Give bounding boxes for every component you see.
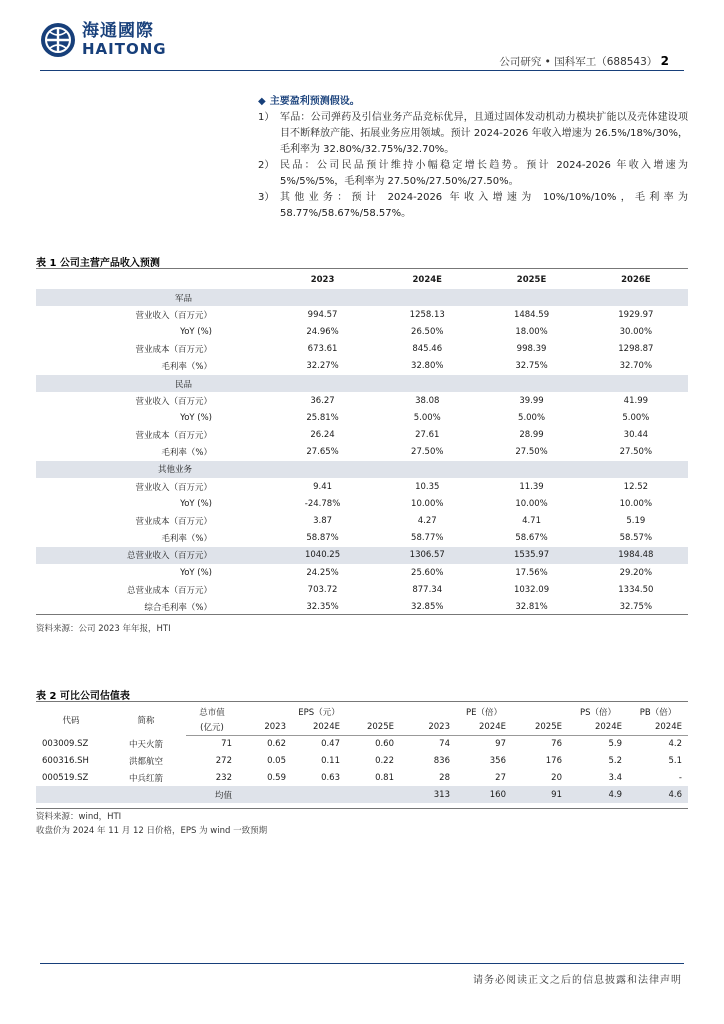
value-cell: 1929.97 [618, 309, 654, 320]
value-cell: 32.81% [515, 601, 548, 612]
row-label: 营业收入（百万元） [135, 482, 212, 493]
value-cell: 58.87% [306, 533, 339, 544]
year-label: 2024E [456, 720, 512, 735]
value-cell: 58.57% [619, 533, 653, 544]
value-cell: 4.27 [417, 516, 437, 527]
empty-cell [270, 375, 375, 392]
value-cell: 38.08 [415, 395, 440, 406]
breadcrumb-text: 公司研究 • 国科军工（688543） [499, 56, 658, 68]
value-cell: 176 [545, 755, 562, 766]
section-label: 军品 [36, 289, 270, 306]
footer-disclaimer: 请务必阅读正文之后的信息披露和法律声明 [473, 975, 682, 986]
revenue-forecast-table [36, 271, 688, 616]
table-row [36, 392, 688, 409]
table-row [36, 478, 688, 495]
value-cell: 58.67% [515, 533, 548, 544]
value-cell: 97 [495, 738, 506, 749]
logo-chinese-name: 海通國際 [82, 21, 154, 41]
year-label: 2024E [568, 720, 628, 735]
row-label: YoY (%) [180, 498, 212, 509]
value-cell: 1298.87 [618, 344, 654, 355]
value-cell: 25.81% [306, 412, 339, 423]
profit-assumptions [258, 94, 688, 222]
assumptions-title: ◆ 主要盈利预测假设。 [258, 96, 360, 107]
assumption-item: 3） 其他业务：预计 2024-2026 年收入增速为 10%/10%/10%，毛利率为 58.77%/58.67%/58.57%。 [258, 192, 688, 219]
page-number: 2 [660, 54, 669, 68]
value-cell: - [678, 772, 682, 783]
table1-top-rule [36, 268, 688, 269]
value-cell: 0.81 [375, 772, 394, 783]
table2-header-row [36, 704, 688, 720]
value-cell: 1535.97 [479, 547, 583, 564]
footer-divider [40, 963, 684, 964]
empty-cell [36, 786, 106, 803]
empty-cell [584, 375, 688, 392]
bullet-icon: ◆ [258, 96, 266, 107]
empty-cell [479, 375, 583, 392]
total-row [36, 564, 688, 581]
value-cell: 3.4 [608, 772, 622, 783]
table-row [36, 512, 688, 529]
total-row [36, 581, 688, 598]
table1-header-row [36, 271, 688, 289]
year-label: 2023 [400, 720, 456, 735]
header-breadcrumb [499, 54, 669, 69]
table2-price-note: 收盘价为 2024 年 11 月 12 日价格，EPS 为 wind 一致预期 [36, 826, 268, 836]
stock-code: 600316.SH [42, 755, 89, 766]
table-row [36, 444, 688, 461]
value-cell: 10.35 [415, 481, 440, 492]
value-cell: 10.00% [619, 498, 653, 509]
average-label: 均值 [186, 786, 238, 803]
value-cell: 74 [439, 738, 450, 749]
table1-header-cell: 2026E [621, 275, 651, 285]
empty-cell [238, 786, 292, 803]
value-cell: 0.05 [267, 755, 286, 766]
row-label: 毛利率（%） [161, 448, 212, 459]
value-cell: 0.47 [321, 738, 340, 749]
table-row [36, 530, 688, 547]
year-label: 2025E [512, 720, 568, 735]
empty-cell [375, 461, 479, 478]
peer-company-row [36, 769, 688, 786]
value-cell: 26.24 [310, 430, 335, 441]
value-cell: 32.75% [619, 601, 653, 612]
value-cell: 5.2 [608, 755, 622, 766]
value-cell: 5.9 [608, 738, 622, 749]
table1-header-cell: 2023 [310, 275, 335, 285]
header-pb: PB（倍） [639, 708, 677, 718]
value-cell: 836 [433, 755, 450, 766]
peer-company-row [36, 752, 688, 769]
value-cell: 4.2 [668, 738, 682, 749]
value-cell: 20 [551, 772, 562, 783]
value-cell: 0.22 [375, 755, 394, 766]
peer-company-row [36, 735, 688, 752]
table-row [36, 306, 688, 323]
row-label: YoY (%) [180, 326, 212, 337]
value-cell: 18.00% [515, 326, 548, 337]
empty-cell [479, 289, 583, 306]
header-mcap-unit: (亿元) [186, 720, 238, 735]
value-cell: 24.25% [306, 567, 339, 578]
row-label: 营业收入（百万元） [135, 396, 212, 407]
average-row [36, 786, 688, 803]
value-cell: 27.65% [306, 447, 339, 458]
value-cell: 24.96% [306, 326, 339, 337]
company-name: 洪都航空 [128, 756, 163, 767]
average-ps: 4.9 [568, 786, 628, 803]
table-row [36, 495, 688, 512]
row-label: 营业成本（百万元） [135, 517, 212, 528]
year-label: 2024E [628, 720, 688, 735]
table2-source: 资料来源：wind，HTI [36, 812, 122, 822]
haitong-logo-icon [40, 22, 76, 58]
average-pe: 313 [400, 786, 456, 803]
table1-source: 资料来源：公司 2023 年年报，HTI [36, 624, 171, 634]
value-cell: 1306.57 [375, 547, 479, 564]
value-cell: 0.60 [375, 738, 394, 749]
average-pe: 160 [456, 786, 512, 803]
value-cell: 998.39 [516, 344, 547, 355]
value-cell: 32.85% [411, 601, 444, 612]
value-cell: 4.71 [522, 516, 541, 527]
row-label: 总营业收入（百万元） [36, 547, 270, 564]
total-row [36, 598, 688, 615]
table1-header-cell: 2024E [412, 275, 442, 285]
value-cell: 25.60% [411, 567, 444, 578]
stock-code: 003009.SZ [42, 738, 89, 749]
value-cell: 32.27% [306, 361, 339, 372]
header-name: 简称 [137, 715, 155, 726]
value-cell: 30.44 [623, 430, 649, 441]
row-label: 综合毛利率（%） [144, 602, 212, 613]
value-cell: 3.87 [313, 516, 333, 527]
value-cell: 356 [489, 755, 506, 766]
value-cell: 1040.25 [270, 547, 375, 564]
value-cell: 232 [215, 772, 232, 783]
value-cell: 0.11 [321, 755, 340, 766]
header-code: 代码 [62, 715, 80, 726]
value-cell: 1032.09 [513, 584, 550, 595]
empty-cell [346, 786, 400, 803]
table2-top-rule [36, 701, 688, 702]
value-cell: 5.19 [626, 516, 646, 527]
value-cell: 27 [495, 772, 506, 783]
year-label: 2025E [346, 720, 400, 735]
year-label: 2023 [238, 720, 292, 735]
value-cell: 39.99 [519, 395, 544, 406]
empty-cell [479, 461, 583, 478]
value-cell: 9.41 [313, 481, 333, 492]
value-cell: 36.27 [310, 395, 335, 406]
value-cell: 30.00% [619, 326, 653, 337]
value-cell: 994.57 [307, 309, 338, 320]
table2-title: 表 2 可比公司估值表 [36, 691, 130, 702]
total-row [36, 547, 688, 564]
value-cell: 32.70% [619, 361, 653, 372]
table2-notes [36, 810, 267, 838]
value-cell: 1484.59 [513, 309, 550, 320]
value-cell: 272 [215, 755, 232, 766]
row-label: 毛利率（%） [161, 534, 212, 545]
value-cell: 27.50% [411, 447, 444, 458]
value-cell: 5.00% [622, 412, 650, 423]
value-cell: 27.50% [619, 447, 653, 458]
value-cell: 32.80% [411, 361, 444, 372]
stock-code: 000519.SZ [42, 772, 89, 783]
empty-cell [292, 786, 346, 803]
average-pb: 4.6 [628, 786, 688, 803]
assumption-item: 1） 军品：公司弹药及引信业务产品竞标优异，且通过固体发动机动力模块扩能以及壳体建设项目不断释放产能、拓展业务应用领域。预计 2024-2026 年收入增速为 26.5%/18%/30%，毛利率为 32.80%/32.75%/32.70%。 [258, 112, 688, 155]
header-divider [40, 70, 684, 71]
value-cell: 28 [439, 772, 450, 783]
haitong-logo [40, 22, 167, 58]
value-cell: 1258.13 [409, 309, 445, 320]
table-row [36, 409, 688, 426]
section-row [36, 289, 688, 306]
empty-cell [584, 289, 688, 306]
section-row [36, 375, 688, 392]
value-cell: 673.61 [307, 344, 338, 355]
table1-title: 表 1 公司主营产品收入预测 [36, 258, 160, 269]
header-pe: PE（倍） [466, 708, 502, 718]
empty-cell [270, 461, 375, 478]
value-cell: 58.77% [411, 533, 444, 544]
value-cell: 32.75% [515, 361, 548, 372]
empty-cell [375, 289, 479, 306]
value-cell: 5.1 [668, 755, 682, 766]
table2-bottom-rule [36, 808, 688, 809]
table-row [36, 323, 688, 340]
value-cell: 28.99 [519, 430, 544, 441]
row-label: YoY (%) [180, 412, 212, 423]
row-label: 毛利率（%） [161, 362, 212, 373]
table1-header-cell [36, 271, 270, 289]
section-row [36, 461, 688, 478]
value-cell: 27.50% [515, 447, 548, 458]
value-cell: 26.50% [411, 326, 444, 337]
empty-cell [106, 786, 186, 803]
value-cell: 10.00% [411, 498, 444, 509]
peer-valuation-table [36, 704, 688, 803]
row-label: 总营业成本（百万元） [126, 585, 212, 596]
section-label: 其他业务 [36, 461, 270, 478]
table-row [36, 427, 688, 444]
row-label: 营业收入（百万元） [135, 310, 212, 321]
value-cell: 32.35% [306, 601, 339, 612]
table-row [36, 358, 688, 375]
value-cell: 17.56% [515, 567, 548, 578]
empty-cell [270, 289, 375, 306]
logo-english-name: HAITONG [82, 40, 167, 58]
value-cell: 12.52 [623, 481, 649, 492]
average-pe: 91 [512, 786, 568, 803]
value-cell: 845.46 [412, 344, 443, 355]
value-cell: 1334.50 [618, 584, 654, 595]
value-cell: 41.99 [623, 395, 649, 406]
table-row [36, 341, 688, 358]
company-name: 中天火箭 [128, 739, 163, 750]
empty-cell [375, 375, 479, 392]
row-label: 营业成本（百万元） [135, 431, 212, 442]
company-name: 中兵红箭 [128, 773, 163, 784]
value-cell: 703.72 [307, 584, 338, 595]
value-cell: 5.00% [413, 412, 441, 423]
assumption-item: 2） 民品：公司民品预计维持小幅稳定增长趋势。预计 2024-2026 年收入增速为 5%/5%/5%，毛利率为 27.50%/27.50%/27.50%。 [258, 160, 688, 187]
table1-header-cell: 2025E [516, 275, 547, 285]
year-label: 2024E [292, 720, 346, 735]
header-ps: PS（倍） [579, 708, 617, 718]
value-cell: 0.62 [267, 738, 286, 749]
value-cell: 877.34 [412, 584, 443, 595]
value-cell: 1984.48 [584, 547, 688, 564]
value-cell: 10.00% [515, 498, 548, 509]
value-cell: -24.78% [304, 498, 341, 509]
value-cell: 5.00% [518, 412, 546, 423]
value-cell: 76 [551, 738, 562, 749]
value-cell: 29.20% [619, 567, 653, 578]
header-mcap: 总市值 [199, 708, 225, 718]
section-label: 民品 [36, 375, 270, 392]
empty-cell [584, 461, 688, 478]
value-cell: 0.63 [321, 772, 340, 783]
header-eps: EPS（元） [298, 708, 340, 718]
value-cell: 27.61 [415, 430, 440, 441]
value-cell: 0.59 [267, 772, 286, 783]
row-label: 营业成本（百万元） [135, 345, 212, 356]
row-label: YoY (%) [180, 567, 212, 578]
value-cell: 71 [221, 738, 232, 749]
table1-bottom-rule [36, 614, 688, 615]
value-cell: 11.39 [519, 481, 544, 492]
